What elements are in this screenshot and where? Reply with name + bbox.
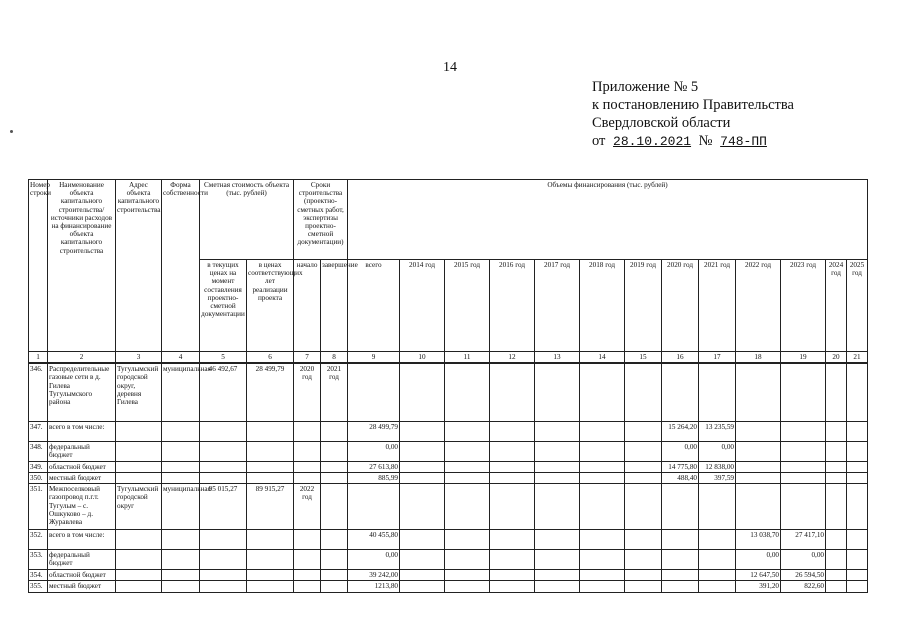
table-cell: [580, 461, 625, 472]
table-cell: [736, 363, 781, 421]
table-cell: [847, 363, 868, 421]
table-row: [29, 472, 868, 483]
header-year: 2017 год: [535, 260, 580, 352]
column-number: 16: [662, 352, 699, 364]
table-cell: 488,40: [662, 472, 699, 483]
table-cell: [200, 472, 247, 483]
table-row: [29, 570, 868, 581]
table-cell: 0,00: [736, 550, 781, 570]
table-cell: [535, 530, 580, 550]
table-cell: [200, 550, 247, 570]
table-cell: [625, 550, 662, 570]
header-terms: Сроки строительства (проектно-сметных работ, экспертизы проектно-сметной документации): [294, 180, 348, 260]
header-end: завершение: [321, 260, 348, 352]
header-year: 2021 год: [699, 260, 736, 352]
table-cell: 89 915,27: [247, 484, 294, 530]
header-address: Адрес объекта капитального строительства: [116, 180, 162, 352]
table-cell: [247, 461, 294, 472]
header-ownership: Форма собственности: [162, 180, 200, 352]
table-cell: [580, 550, 625, 570]
table-cell: [321, 421, 348, 441]
column-number: 2: [48, 352, 116, 364]
table-cell: [625, 461, 662, 472]
table-cell: [162, 550, 200, 570]
table-cell: [348, 484, 400, 530]
table-cell: 28 499,79: [348, 421, 400, 441]
appendix-date-line: [592, 132, 794, 151]
column-number: 14: [580, 352, 625, 364]
table-cell: [847, 461, 868, 472]
table-cell: [847, 472, 868, 483]
table-cell: [490, 530, 535, 550]
table-cell: [445, 530, 490, 550]
table-cell: [736, 441, 781, 461]
table-cell: федеральный бюджет: [48, 441, 116, 461]
table-cell: [662, 581, 699, 592]
table-row: [29, 550, 868, 570]
table-cell: [321, 581, 348, 592]
table-cell: 352.: [29, 530, 48, 550]
column-number: 9: [348, 352, 400, 364]
table-row: [29, 484, 868, 530]
column-number: 6: [247, 352, 294, 364]
table-cell: [625, 530, 662, 550]
column-number: 18: [736, 352, 781, 364]
table-cell: 347.: [29, 421, 48, 441]
table-cell: [699, 530, 736, 550]
table-cell: [826, 421, 847, 441]
table-cell: 2022 год: [294, 484, 321, 530]
table-cell: 885,99: [348, 472, 400, 483]
table-cell: [116, 421, 162, 441]
table-cell: [535, 421, 580, 441]
table-cell: [580, 581, 625, 592]
column-number: 13: [535, 352, 580, 364]
table-cell: 354.: [29, 570, 48, 581]
header-funding: Объемы финансирования (тыс. рублей): [348, 180, 868, 260]
table-cell: [162, 421, 200, 441]
table-cell: [400, 484, 445, 530]
table-cell: [247, 441, 294, 461]
table-cell: [116, 581, 162, 592]
table-cell: местный бюджет: [48, 472, 116, 483]
table-cell: [400, 530, 445, 550]
table-cell: [535, 484, 580, 530]
header-cost-realization: в ценах соответствующих лет реализации проекта: [247, 260, 294, 352]
table-cell: [247, 472, 294, 483]
table-cell: [445, 472, 490, 483]
table-cell: [116, 570, 162, 581]
column-number: 7: [294, 352, 321, 364]
table-cell: [247, 550, 294, 570]
table-cell: 13 235,59: [699, 421, 736, 441]
table-cell: [116, 461, 162, 472]
header-num: Номер строки: [29, 180, 48, 352]
table-cell: [294, 570, 321, 581]
table-cell: [580, 441, 625, 461]
table-cell: [116, 530, 162, 550]
table-cell: [662, 570, 699, 581]
table-cell: [826, 484, 847, 530]
table-cell: [490, 550, 535, 570]
table-cell: [294, 472, 321, 483]
table-cell: [200, 421, 247, 441]
table-cell: [247, 570, 294, 581]
table-cell: 351.: [29, 484, 48, 530]
table-cell: [200, 441, 247, 461]
table-cell: [200, 570, 247, 581]
table-cell: 355.: [29, 581, 48, 592]
table-cell: [699, 570, 736, 581]
table-cell: [826, 570, 847, 581]
table-cell: [321, 472, 348, 483]
table-cell: [781, 363, 826, 421]
table-cell: [400, 570, 445, 581]
table-cell: [699, 363, 736, 421]
appendix-line3: Свердловской области: [592, 115, 731, 131]
table-cell: [781, 441, 826, 461]
table-cell: [400, 363, 445, 421]
header-name: Наименование объекта капитального строительства/ источники расходов на финансирование объекта капитального строительства: [48, 180, 116, 352]
appendix-header: [592, 78, 794, 151]
column-number: 1: [29, 352, 48, 364]
table-cell: 0,00: [662, 441, 699, 461]
table-cell: 350.: [29, 472, 48, 483]
header-year: 2020 год: [662, 260, 699, 352]
table-cell: [400, 472, 445, 483]
table-cell: [445, 441, 490, 461]
table-cell: [580, 421, 625, 441]
table-cell: [736, 461, 781, 472]
table-cell: [162, 472, 200, 483]
column-number: 11: [445, 352, 490, 364]
table-row: [29, 421, 868, 441]
table-cell: [445, 484, 490, 530]
table-cell: [490, 421, 535, 441]
table-cell: [580, 472, 625, 483]
table-cell: [847, 530, 868, 550]
table-cell: 0,00: [348, 550, 400, 570]
table-cell: [348, 363, 400, 421]
table-cell: муниципальная: [162, 363, 200, 421]
table-cell: [445, 421, 490, 441]
table-cell: [580, 530, 625, 550]
table-cell: 346.: [29, 363, 48, 421]
appendix-title: Приложение № 5: [592, 79, 699, 95]
table-cell: [490, 570, 535, 581]
table-cell: [625, 421, 662, 441]
table-cell: [294, 441, 321, 461]
column-number: 21: [847, 352, 868, 364]
table-cell: 349.: [29, 461, 48, 472]
header-cost-current: в текущих ценах на момент составления проектно-сметной документации: [200, 260, 247, 352]
table-cell: [826, 441, 847, 461]
table-cell: [625, 363, 662, 421]
table-cell: [625, 570, 662, 581]
table-cell: [162, 441, 200, 461]
table-cell: [400, 550, 445, 570]
table-cell: [847, 421, 868, 441]
header-cost: Сметная стоимость объекта (тыс. рублей): [200, 180, 294, 260]
table-row: [29, 581, 868, 592]
table-cell: [625, 484, 662, 530]
table-cell: [247, 530, 294, 550]
table-cell: [294, 421, 321, 441]
table-cell: [490, 363, 535, 421]
table-cell: [294, 530, 321, 550]
table-cell: 12 647,50: [736, 570, 781, 581]
header-year: 2014 год: [400, 260, 445, 352]
table-cell: [116, 550, 162, 570]
table-cell: областной бюджет: [48, 461, 116, 472]
table-row: [29, 530, 868, 550]
table-cell: всего в том числе:: [48, 421, 116, 441]
table-cell: [662, 550, 699, 570]
table-cell: [847, 581, 868, 592]
table-cell: [200, 461, 247, 472]
table-cell: 13 038,70: [736, 530, 781, 550]
table-cell: [535, 472, 580, 483]
header-total: всего: [348, 260, 400, 352]
table-cell: [400, 581, 445, 592]
resolution-date: 28.10.2021: [613, 134, 692, 149]
table-cell: 27 613,80: [348, 461, 400, 472]
header-year: 2022 год: [736, 260, 781, 352]
column-number: 20: [826, 352, 847, 364]
header-year: 2019 год: [625, 260, 662, 352]
table-cell: 348.: [29, 441, 48, 461]
table-cell: [294, 550, 321, 570]
table-cell: [826, 472, 847, 483]
column-number: 19: [781, 352, 826, 364]
table-cell: [699, 550, 736, 570]
resolution-number: 748-ПП: [720, 134, 767, 149]
header-year: 2018 год: [580, 260, 625, 352]
column-number: 5: [200, 352, 247, 364]
column-number: 4: [162, 352, 200, 364]
table-cell: [662, 363, 699, 421]
table-cell: Межпоселковый газопровод п.г.т. Тугулым – с. Ошкуково – д. Журавлева: [48, 484, 116, 530]
table-cell: [826, 530, 847, 550]
table-cell: [535, 581, 580, 592]
table-cell: [490, 581, 535, 592]
table-cell: [662, 484, 699, 530]
header-year: 2023 год: [781, 260, 826, 352]
column-number: 3: [116, 352, 162, 364]
table-cell: [699, 581, 736, 592]
table-cell: [200, 530, 247, 550]
table-cell: [294, 461, 321, 472]
table-cell: [535, 570, 580, 581]
column-number: 17: [699, 352, 736, 364]
number-label: №: [698, 133, 713, 149]
table-cell: [400, 461, 445, 472]
table-cell: [162, 581, 200, 592]
table-cell: [445, 581, 490, 592]
table-cell: 2020 год: [294, 363, 321, 421]
header-start: начало: [294, 260, 321, 352]
page-number: 14: [443, 60, 457, 75]
table-cell: Распределительные газовые сети в д. Гилева Тугулымского района: [48, 363, 116, 421]
table-row: [29, 363, 868, 421]
table-cell: [321, 484, 348, 530]
table-cell: [736, 484, 781, 530]
table-cell: [580, 484, 625, 530]
from-label: от: [592, 133, 606, 149]
table-cell: [826, 581, 847, 592]
table-cell: [826, 363, 847, 421]
table-cell: [162, 570, 200, 581]
table-cell: [535, 461, 580, 472]
table-cell: 14 775,80: [662, 461, 699, 472]
table-cell: [781, 421, 826, 441]
table-cell: 353.: [29, 550, 48, 570]
table-cell: [294, 581, 321, 592]
table-cell: [847, 484, 868, 530]
scan-speck: [10, 130, 13, 133]
table-cell: [580, 363, 625, 421]
table-cell: [535, 550, 580, 570]
table-cell: [625, 581, 662, 592]
column-numbers-row: [29, 352, 868, 364]
table-cell: [321, 441, 348, 461]
table-cell: [826, 461, 847, 472]
table-cell: [321, 461, 348, 472]
table-cell: [400, 441, 445, 461]
table-row: [29, 461, 868, 472]
table-cell: [162, 530, 200, 550]
table-cell: [321, 530, 348, 550]
table-cell: 95 015,27: [200, 484, 247, 530]
table-cell: 40 455,80: [348, 530, 400, 550]
table-cell: [400, 421, 445, 441]
table-cell: [445, 363, 490, 421]
table-cell: [736, 421, 781, 441]
table-cell: 12 838,00: [699, 461, 736, 472]
table-cell: 822,60: [781, 581, 826, 592]
table-cell: 1213,80: [348, 581, 400, 592]
table-cell: [781, 461, 826, 472]
table-cell: [247, 421, 294, 441]
table-cell: [116, 472, 162, 483]
table-cell: 0,00: [781, 550, 826, 570]
table-cell: [847, 550, 868, 570]
column-number: 12: [490, 352, 535, 364]
column-number: 8: [321, 352, 348, 364]
table-cell: [490, 461, 535, 472]
table-cell: [781, 484, 826, 530]
table-cell: Тугулымский городской округ: [116, 484, 162, 530]
table-cell: [490, 441, 535, 461]
header-year: 2015 год: [445, 260, 490, 352]
table-cell: [781, 472, 826, 483]
column-number: 10: [400, 352, 445, 364]
table-cell: местный бюджет: [48, 581, 116, 592]
header-year: 2016 год: [490, 260, 535, 352]
table-cell: [625, 441, 662, 461]
table-cell: муниципальная: [162, 484, 200, 530]
table-cell: [826, 550, 847, 570]
table-cell: [445, 550, 490, 570]
table-cell: [162, 461, 200, 472]
table-cell: [736, 472, 781, 483]
table-cell: [535, 441, 580, 461]
table-cell: [490, 472, 535, 483]
table-cell: [200, 581, 247, 592]
table-cell: [445, 570, 490, 581]
table-cell: 0,00: [348, 441, 400, 461]
table-cell: 28 499,79: [247, 363, 294, 421]
table-cell: 27 417,10: [781, 530, 826, 550]
table-cell: 26 594,50: [781, 570, 826, 581]
table-cell: 0,00: [699, 441, 736, 461]
table-row: [29, 441, 868, 461]
table-cell: [662, 530, 699, 550]
header-year: 2025 год: [847, 260, 868, 352]
table-cell: Тугулымский городской округ, деревня Гилева: [116, 363, 162, 421]
table-cell: [247, 581, 294, 592]
table-cell: [625, 472, 662, 483]
table-cell: [116, 441, 162, 461]
table-cell: федеральный бюджет: [48, 550, 116, 570]
table-cell: [445, 461, 490, 472]
table-cell: [699, 484, 736, 530]
column-number: 15: [625, 352, 662, 364]
appendix-line2: к постановлению Правительства: [592, 97, 794, 113]
table-cell: [847, 441, 868, 461]
table-cell: [535, 363, 580, 421]
funding-table: [28, 179, 868, 593]
table-cell: 39 242,00: [348, 570, 400, 581]
table-cell: 2021 год: [321, 363, 348, 421]
header-year: 2024 год: [826, 260, 847, 352]
table-cell: всего в том числе:: [48, 530, 116, 550]
table-cell: [580, 570, 625, 581]
table-cell: [490, 484, 535, 530]
table-cell: 15 264,20: [662, 421, 699, 441]
table-cell: [847, 570, 868, 581]
table-cell: [321, 570, 348, 581]
table-cell: областной бюджет: [48, 570, 116, 581]
table-cell: 46 492,67: [200, 363, 247, 421]
table-cell: 391,20: [736, 581, 781, 592]
table-cell: [321, 550, 348, 570]
table-cell: 397,59: [699, 472, 736, 483]
